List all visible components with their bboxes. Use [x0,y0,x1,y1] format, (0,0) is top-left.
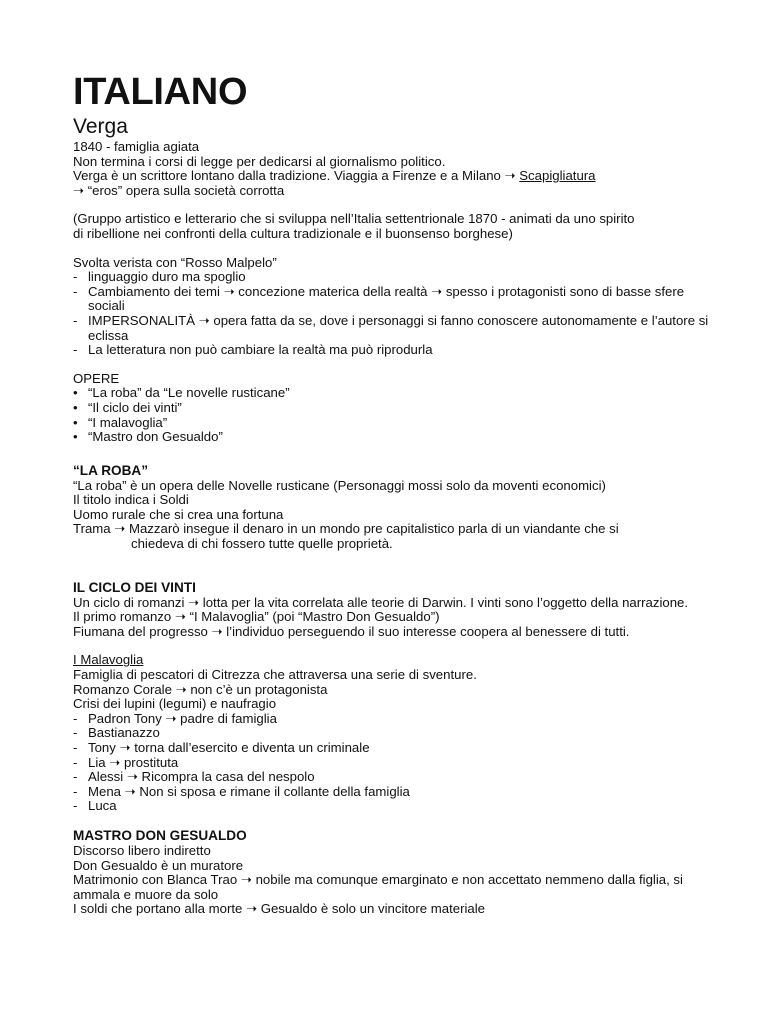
list-item: - Tony ➝ torna dall’esercito e diventa un criminale [73,741,713,756]
malavoglia-heading: I Malavoglia [73,652,144,668]
list-item: - Mena ➝ Non si sposa e rimane il collante della famiglia [73,785,713,800]
trama-line: Trama ➝ Mazzarò insegue il denaro in un mondo pre capitalistico parla di un viandante che si [73,521,619,537]
intro-line: Non termina i corsi di legge per dedicarsi al giornalismo politico. [73,153,446,169]
spacer [73,639,713,653]
spacer [73,814,713,828]
la-roba-line: “La roba” è un opera delle Novelle rusticane (Personaggi mossi solo da moventi economici) [73,477,606,493]
intro-line [73,169,713,184]
malavoglia-line: Romanzo Corale ➝ non c’è un protagonista [73,681,328,697]
author-heading: Verga [73,115,128,138]
ciclo-heading: IL CICLO DEI VINTI [73,579,196,595]
opere-heading: OPERE [73,370,120,386]
mastro-line: Don Gesualdo è un muratore [73,857,244,873]
ciclo-line: Il primo romanzo ➝ “I Malavoglia” (poi “Mastro Don Gesualdo”) [73,609,440,625]
ciclo-line: Un ciclo di romanzi ➝ lotta per la vita correlata alle teorie di Darwin. I vinti sono l’oggetto della narrazione. [73,594,689,610]
list-item: • “La roba” da “Le novelle rusticane” [73,386,713,401]
opere-list [73,386,713,444]
note-line: (Gruppo artistico e letterario che si sviluppa nell’Italia settentrionale 1870 - animati da uno spirito [73,211,635,227]
intro-line: ➝ “eros” opera sulla società corrotta [73,182,285,198]
trama-line: chiedeva di chi fossero tutte quelle proprietà. [131,536,393,552]
list-item: - Alessi ➝ Ricompra la casa del nespolo [73,770,713,785]
spacer [73,552,713,580]
la-roba-line: Il titolo indica i Soldi [73,492,189,508]
page-title: ITALIANO [73,71,248,113]
characters-list [73,712,713,814]
scapigliatura-link: Scapigliatura [519,168,596,184]
spacer [73,198,713,212]
spacer [73,242,713,256]
note-line: di ribellione nei confronti della cultura tradizionale e il buonsenso borghese) [73,225,513,241]
svolta-list [73,270,713,358]
notes-column [73,70,713,917]
mastro-line: I soldi che portano alla morte ➝ Gesualdo è solo un vincitore materiale [73,901,486,917]
malavoglia-line: Famiglia di pescatori di Citrezza che attraversa una serie di sventure. [73,667,477,683]
mastro-line: Matrimonio con Blanca Trao ➝ nobile ma comunque emarginato e non accettato nemmeno dalla figlia, si ammala e muore da solo [73,872,683,902]
list-item: • “Mastro don Gesualdo” [73,430,713,445]
spacer [73,445,713,463]
list-item: - Padron Tony ➝ padre di famiglia [73,712,713,727]
mastro-line: Discorso libero indiretto [73,842,211,858]
spacer [73,358,713,372]
ciclo-line: Fiumana del progresso ➝ l’individuo perseguendo il suo interesse coopera al benessere di tutti. [73,623,630,639]
list-item: - Luca [73,799,713,814]
list-item: • “I malavoglia” [73,416,713,431]
intro-text: Verga è un scrittore lontano dalla tradizione. Viaggia a Firenze e a Milano ➝ [73,168,520,184]
mastro-heading: MASTRO DON GESUALDO [73,827,247,843]
list-item: - Lia ➝ prostituta [73,756,713,771]
list-item: - IMPERSONALITÀ ➝ opera fatta da se, dove i personaggi si fanno conoscere autonomamente e l’autore si eclissa [73,314,713,343]
list-item: - linguaggio duro ma spoglio [73,270,713,285]
intro-line: 1840 - famiglia agiata [73,139,200,154]
list-item: - Bastianazzo [73,726,713,741]
list-item: - La letteratura non può cambiare la realtà ma può riprodurla [73,343,713,358]
list-item: - Cambiamento dei temi ➝ concezione materica della realtà ➝ spesso i protagonisti sono di basse sfere sociali [73,285,713,314]
la-roba-line: Uomo rurale che si crea una fortuna [73,506,284,522]
malavoglia-line: Crisi dei lupini (legumi) e naufragio [73,696,277,712]
list-item: • “Il ciclo dei vinti” [73,401,713,416]
la-roba-heading: “LA ROBA” [73,462,149,478]
svolta-heading: Svolta verista con “Rosso Malpelo” [73,254,277,270]
